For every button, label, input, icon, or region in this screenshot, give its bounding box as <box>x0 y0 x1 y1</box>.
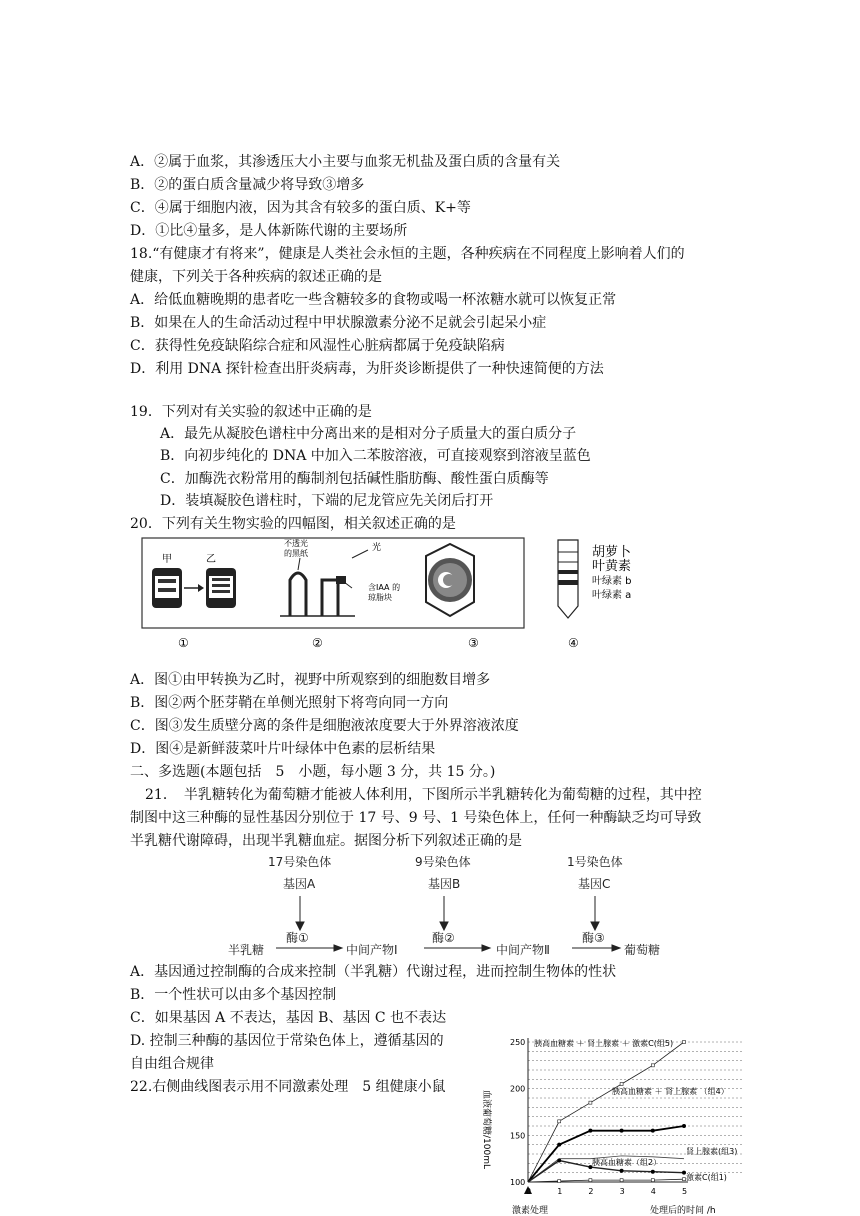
chart-ytick-label: 100 <box>510 1178 526 1187</box>
panel4-label-carotene: 胡萝卜 <box>592 545 632 560</box>
chart-data-point <box>683 1041 686 1044</box>
panel1-label-yi: 乙 <box>206 554 216 565</box>
panel2-coleoptiles <box>280 538 400 616</box>
enzyme-3: 酶③ <box>582 931 605 945</box>
panel1-microscope <box>152 553 236 608</box>
chart-xtick-label: 0 <box>526 1187 532 1196</box>
substance-intermediate-1: 中间产物Ⅰ <box>346 943 398 957</box>
q21-option-d-cont: 自由组合规律 <box>130 1056 214 1072</box>
panel3-plant-cell <box>426 544 474 616</box>
q20-option-d: D．图④是新鲜菠菜叶片叶绿体中色素的层析结果 <box>130 741 436 757</box>
q18-option-d: D．利用 DNA 探针检查出肝炎病毒，为肝炎诊断提供了一种快速简便的方法 <box>130 361 604 377</box>
panel-number-1: ① <box>178 636 189 650</box>
chart-series-label: 肾上腺素(组3) <box>686 1147 738 1156</box>
hormone-glucose-chart <box>472 1032 760 1216</box>
chart-data-point <box>620 1129 624 1133</box>
q19-option-d: D．装填凝胶色谱柱时，下端的尼龙管应先关闭后打开 <box>160 493 494 509</box>
q18-option-b: B．如果在人的生命活动过程中甲状腺激素分泌不足就会引起呆小症 <box>130 315 547 331</box>
q19-option-a: A．最先从凝胶色谱柱中分离出来的是相对分子质量大的蛋白质分子 <box>160 426 577 442</box>
gene-a: 基因A <box>283 877 316 891</box>
chart-data-point <box>588 1129 592 1133</box>
chart-series-label: 激素C(组1) <box>686 1173 727 1182</box>
substance-galactose: 半乳糖 <box>228 943 265 957</box>
chart-data-point <box>558 1180 561 1183</box>
chart-series-label: 胰高血糖素 ＋ 肾上腺素 （组4） <box>612 1087 729 1096</box>
q17-option-d: D．①比④量多，是人体新陈代谢的主要场所 <box>130 223 408 239</box>
chart-x-marker-label: 激素处理 <box>512 1206 549 1216</box>
panel-number-2: ② <box>312 636 323 650</box>
q21-option-c: C．如果基因 A 不表达，基因 B、基因 C 也不表达 <box>130 1010 447 1026</box>
chart-ytick-label: 150 <box>510 1131 526 1141</box>
panel4-label-chlorophyll-a: 叶绿素 a <box>592 590 632 601</box>
q18-option-c: C．获得性免疫缺陷综合症和风湿性心脏病都属于免疫缺陷病 <box>130 338 505 354</box>
q20-option-b: B．图②两个胚芽鞘在单侧光照射下将弯向同一方向 <box>130 695 449 711</box>
enzyme-2: 酶② <box>432 931 455 945</box>
chart-data-point <box>589 1179 592 1182</box>
chart-ytick-label: 200 <box>510 1084 526 1094</box>
q21-stem-line2: 制图中这三种酶的显性基因分别位于 17 号、9 号、1 号染色体上，任何一种酶缺乏均可导致 <box>130 810 702 826</box>
chromosome-1: 1号染色体 <box>567 855 623 869</box>
chart-data-point <box>620 1169 624 1173</box>
chart-data-point <box>589 1101 592 1104</box>
chart-data-point <box>651 1170 655 1174</box>
q21-option-a: A．基因通过控制酶的合成来控制（半乳糖）代谢过程，进而控制生物体的性状 <box>130 964 617 980</box>
chart-data-point <box>558 1120 561 1123</box>
chart-data-point <box>557 1143 561 1147</box>
chart-series-label: 胰高血糖素 ＋ 肾上腺素 ＋ 激素C(组5) <box>534 1039 674 1048</box>
chart-xtick-label: 3 <box>619 1187 625 1196</box>
panel1-label-jia: 甲 <box>162 554 172 565</box>
panel2-label-opaque: 不透光 <box>284 539 308 548</box>
panel4-label-chlorophyll-b: 叶绿素 b <box>592 576 632 587</box>
q17-option-b: B．②的蛋白质含量减少将导致③增多 <box>130 177 365 193</box>
chart-ylabel: 血液葡萄糖/100mL <box>481 1090 491 1169</box>
q22-stem: 22.右侧曲线图表示用不同激素处理 5 组健康小鼠 <box>130 1079 446 1095</box>
q21-option-b: B．一个性状可以由多个基因控制 <box>130 987 337 1003</box>
q19-option-c: C．加酶洗衣粉常用的酶制剂包括碱性脂肪酶、酸性蛋白质酶等 <box>160 471 549 487</box>
panel2-label-agar: 琼脂块 <box>368 593 392 602</box>
chromosome-9: 9号染色体 <box>415 855 471 869</box>
q17-option-a: A．②属于血浆，其渗透压大小主要与血浆无机盐及蛋白质的含量有关 <box>130 154 561 170</box>
chart-xtick-label: 4 <box>650 1187 656 1196</box>
chart-data-point <box>651 1129 655 1133</box>
chart-ytick-label: 250 <box>510 1038 526 1047</box>
gene-b: 基因B <box>428 877 461 891</box>
q19-option-b: B．向初步纯化的 DNA 中加入二苯胺溶液，可直接观察到溶液呈蓝色 <box>160 448 591 464</box>
chart-xtick-label: 2 <box>588 1187 594 1196</box>
panel-number-4: ④ <box>568 636 579 650</box>
substance-intermediate-2: 中间产物Ⅱ <box>496 943 550 957</box>
q20-option-a: A．图①由甲转换为乙时，视野中所观察到的细胞数目增多 <box>130 672 491 688</box>
gene-c: 基因C <box>578 877 611 891</box>
chart-data-point <box>651 1064 654 1067</box>
q21-stem-line3: 半乳糖代谢障碍，出现半乳糖血症。据图分析下列叙述正确的是 <box>130 833 522 849</box>
chart-xlabel: 处理后的时间 /h <box>650 1206 716 1216</box>
q20-stem: 20．下列有关生物实验的四幅图，相关叙述正确的是 <box>130 516 456 532</box>
q20-figure <box>140 536 680 654</box>
chromosome-17: 17号染色体 <box>268 855 332 869</box>
q19-stem: 19．下列对有关实验的叙述中正确的是 <box>130 404 372 420</box>
chart-data-point <box>620 1083 623 1086</box>
q18-stem-line2: 健康，下列关于各种疾病的叙述正确的是 <box>130 269 382 285</box>
q17-option-c: C．④属于细胞内液，因为其含有较多的蛋白质、K+等 <box>130 200 471 216</box>
q21-stem-line1: 21． 半乳糖转化为葡萄糖才能被人体利用，下图所示半乳糖转化为葡萄糖的过程，其中控 <box>145 787 702 803</box>
enzyme-1: 酶① <box>286 931 309 945</box>
substance-glucose: 葡萄糖 <box>624 943 661 957</box>
chart-data-point <box>651 1179 654 1182</box>
panel-number-3: ③ <box>468 636 479 650</box>
panel4-chromatography <box>558 540 632 618</box>
panel2-label-iaa: 含IAA 的 <box>368 583 401 592</box>
q18-option-a: A．给低血糖晚期的患者吃一些含糖较多的食物或喝一杯浓糖水就可以恢复正常 <box>130 292 617 308</box>
chart-xtick-label: 5 <box>682 1187 688 1196</box>
chart-series-label: 胰高血糖素（组2） <box>592 1158 662 1167</box>
section-2-heading: 二、多选题(本题包括 5 小题，每小题 3 分，共 15 分。) <box>130 764 496 780</box>
q20-option-c: C．图③发生质壁分离的条件是细胞液浓度要大于外界溶液浓度 <box>130 718 519 734</box>
chart-xtick-label: 1 <box>557 1187 563 1196</box>
panel4-label-xanthophyll: 叶黄素 <box>592 559 632 574</box>
q21-option-d: D. 控制三种酶的基因位于常染色体上，遵循基因的 <box>130 1033 444 1049</box>
chart-data-point <box>682 1124 686 1128</box>
panel2-label-black-paper: 的黑纸 <box>284 549 308 558</box>
chart-data-point <box>557 1159 561 1163</box>
chart-data-point <box>620 1179 623 1182</box>
q18-stem-line1: 18.“有健康才有将来”，健康是人类社会永恒的主题，各种疾病在不同程度上影响着人们的 <box>130 246 685 262</box>
q21-pathway-diagram <box>210 850 690 960</box>
panel2-label-light: 光 <box>372 543 382 553</box>
